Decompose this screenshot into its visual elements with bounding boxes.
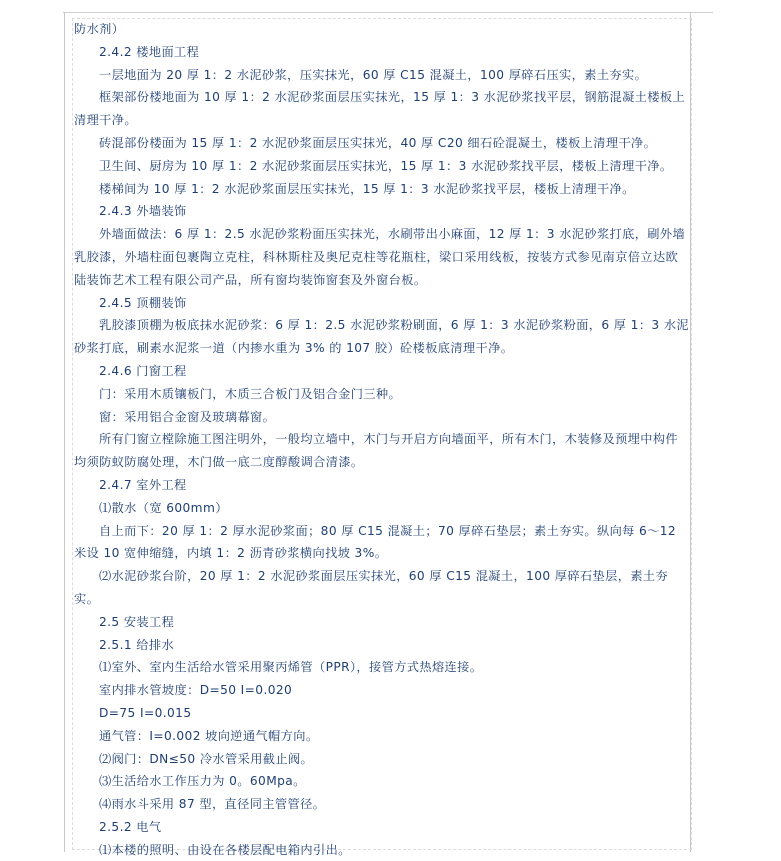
paragraph: 窗：采用铝合金窗及玻璃幕窗。 bbox=[99, 409, 276, 424]
paragraph: 门：采用木质镶板门，木质三合板门及铝合金门三种。 bbox=[99, 386, 402, 401]
paragraph: ⑴本楼的照明、由设在各楼层配电箱内引出。 bbox=[99, 842, 351, 857]
paragraph: 框架部份楼地面为 10 厚 1：2 水泥砂浆面层压实抹光，15 厚 1：3 水泥砂浆找平层，钢筋混凝土楼板上清理干净。 bbox=[74, 90, 686, 128]
paragraph: 通气管：I=0.002 坡向逆通气帽方向。 bbox=[99, 728, 319, 743]
paragraph: 室内排水管坡度：D=50 I=0.020 bbox=[99, 683, 293, 698]
paragraph: 自上而下：20 厚 1：2 厚水泥砂浆面；80 厚 C15 混凝土；70 厚碎石垫层；素土夯实。纵向每 6～12 米设 10 宽伸缩缝，内填 1：2 沥青砂浆横向找坡 3%。 bbox=[74, 523, 677, 561]
section-heading: 2.4.5 顶棚装饰 bbox=[99, 295, 187, 310]
paragraph: 卫生间、厨房为 10 厚 1：2 水泥砂浆面层压实抹光，15 厚 1：3 水泥砂浆找平层，楼板上清理干净。 bbox=[99, 158, 673, 173]
paragraph: ⑷雨水斗采用 87 型，直径同主管管径。 bbox=[99, 797, 326, 812]
document-body[interactable] bbox=[74, 18, 690, 861]
paragraph: 防水剂） bbox=[74, 22, 125, 36]
paragraph: D=75 I=0.015 bbox=[99, 705, 192, 720]
section-heading: 2.5 安装工程 bbox=[99, 614, 175, 629]
paragraph: ⑴室外、室内生活给水管采用聚丙烯管（PPR），接管方式热熔连接。 bbox=[99, 660, 483, 675]
paragraph: 砖混部份楼面为 15 厚 1：2 水泥砂浆面层压实抹光，40 厚 C20 细石砼混凝土，楼板上清理干净。 bbox=[99, 135, 657, 150]
section-heading: 2.4.6 门窗工程 bbox=[99, 363, 187, 378]
section-heading: 2.4.7 室外工程 bbox=[99, 477, 187, 492]
paragraph: 乳胶漆顶棚为板底抹水泥砂浆：6 厚 1：2.5 水泥砂浆粉刷面，6 厚 1：3 水泥砂浆粉面，6 厚 1：3 水泥砂浆打底，刷素水泥浆一道（内掺水重为 3% 的 107 胶）砼楼板底清理干净。 bbox=[74, 318, 690, 356]
paragraph: ⑵阀门：DN≤50 冷水管采用截止阀。 bbox=[99, 751, 314, 766]
paragraph: ⑵水泥砂浆台阶，20 厚 1：2 水泥砂浆面层压实抹光，60 厚 C15 混凝土，100 厚碎石垫层，素土夯实。 bbox=[74, 569, 669, 606]
section-heading: 2.4.3 外墙装饰 bbox=[99, 204, 187, 219]
paragraph: ⑴散水（宽 600mm） bbox=[99, 500, 228, 515]
paragraph: 楼梯间为 10 厚 1：2 水泥砂浆面层压实抹光，15 厚 1：3 水泥砂浆找平层，楼板上清理干净。 bbox=[99, 181, 635, 196]
paragraph: 外墙面做法：6 厚 1：2.5 水泥砂浆粉面压实抹光，水刷带出小麻面，12 厚 1：3 水泥砂浆打底，刷外墙乳胶漆，外墙柱面包裹陶立克柱，科林斯柱及奥尼克柱等花瓶柱，梁口采用线板，按装方式参见南京倍立达欧陆装饰艺术工程有限公司产品，所有窗均装饰窗套及外窗台板。 bbox=[74, 227, 686, 287]
section-heading: 2.5.2 电气 bbox=[99, 819, 162, 834]
paragraph: ⑶生活给水工作压力为 0。60Mpa。 bbox=[99, 774, 306, 789]
section-heading: 2.5.1 给排水 bbox=[99, 637, 175, 652]
paragraph: 所有门窗立樘除施工图注明外，一般均立墙中，木门与开启方向墙面平，所有木门，木装修及预埋中构件均须防蚁防腐处理，木门做一底二度醇酸调合清漆。 bbox=[74, 432, 679, 470]
paragraph: 一层地面为 20 厚 1：2 水泥砂浆，压实抹光，60 厚 C15 混凝土，100 厚碎石压实，素土夯实。 bbox=[99, 67, 648, 82]
section-heading: 2.4.2 楼地面工程 bbox=[99, 44, 200, 59]
